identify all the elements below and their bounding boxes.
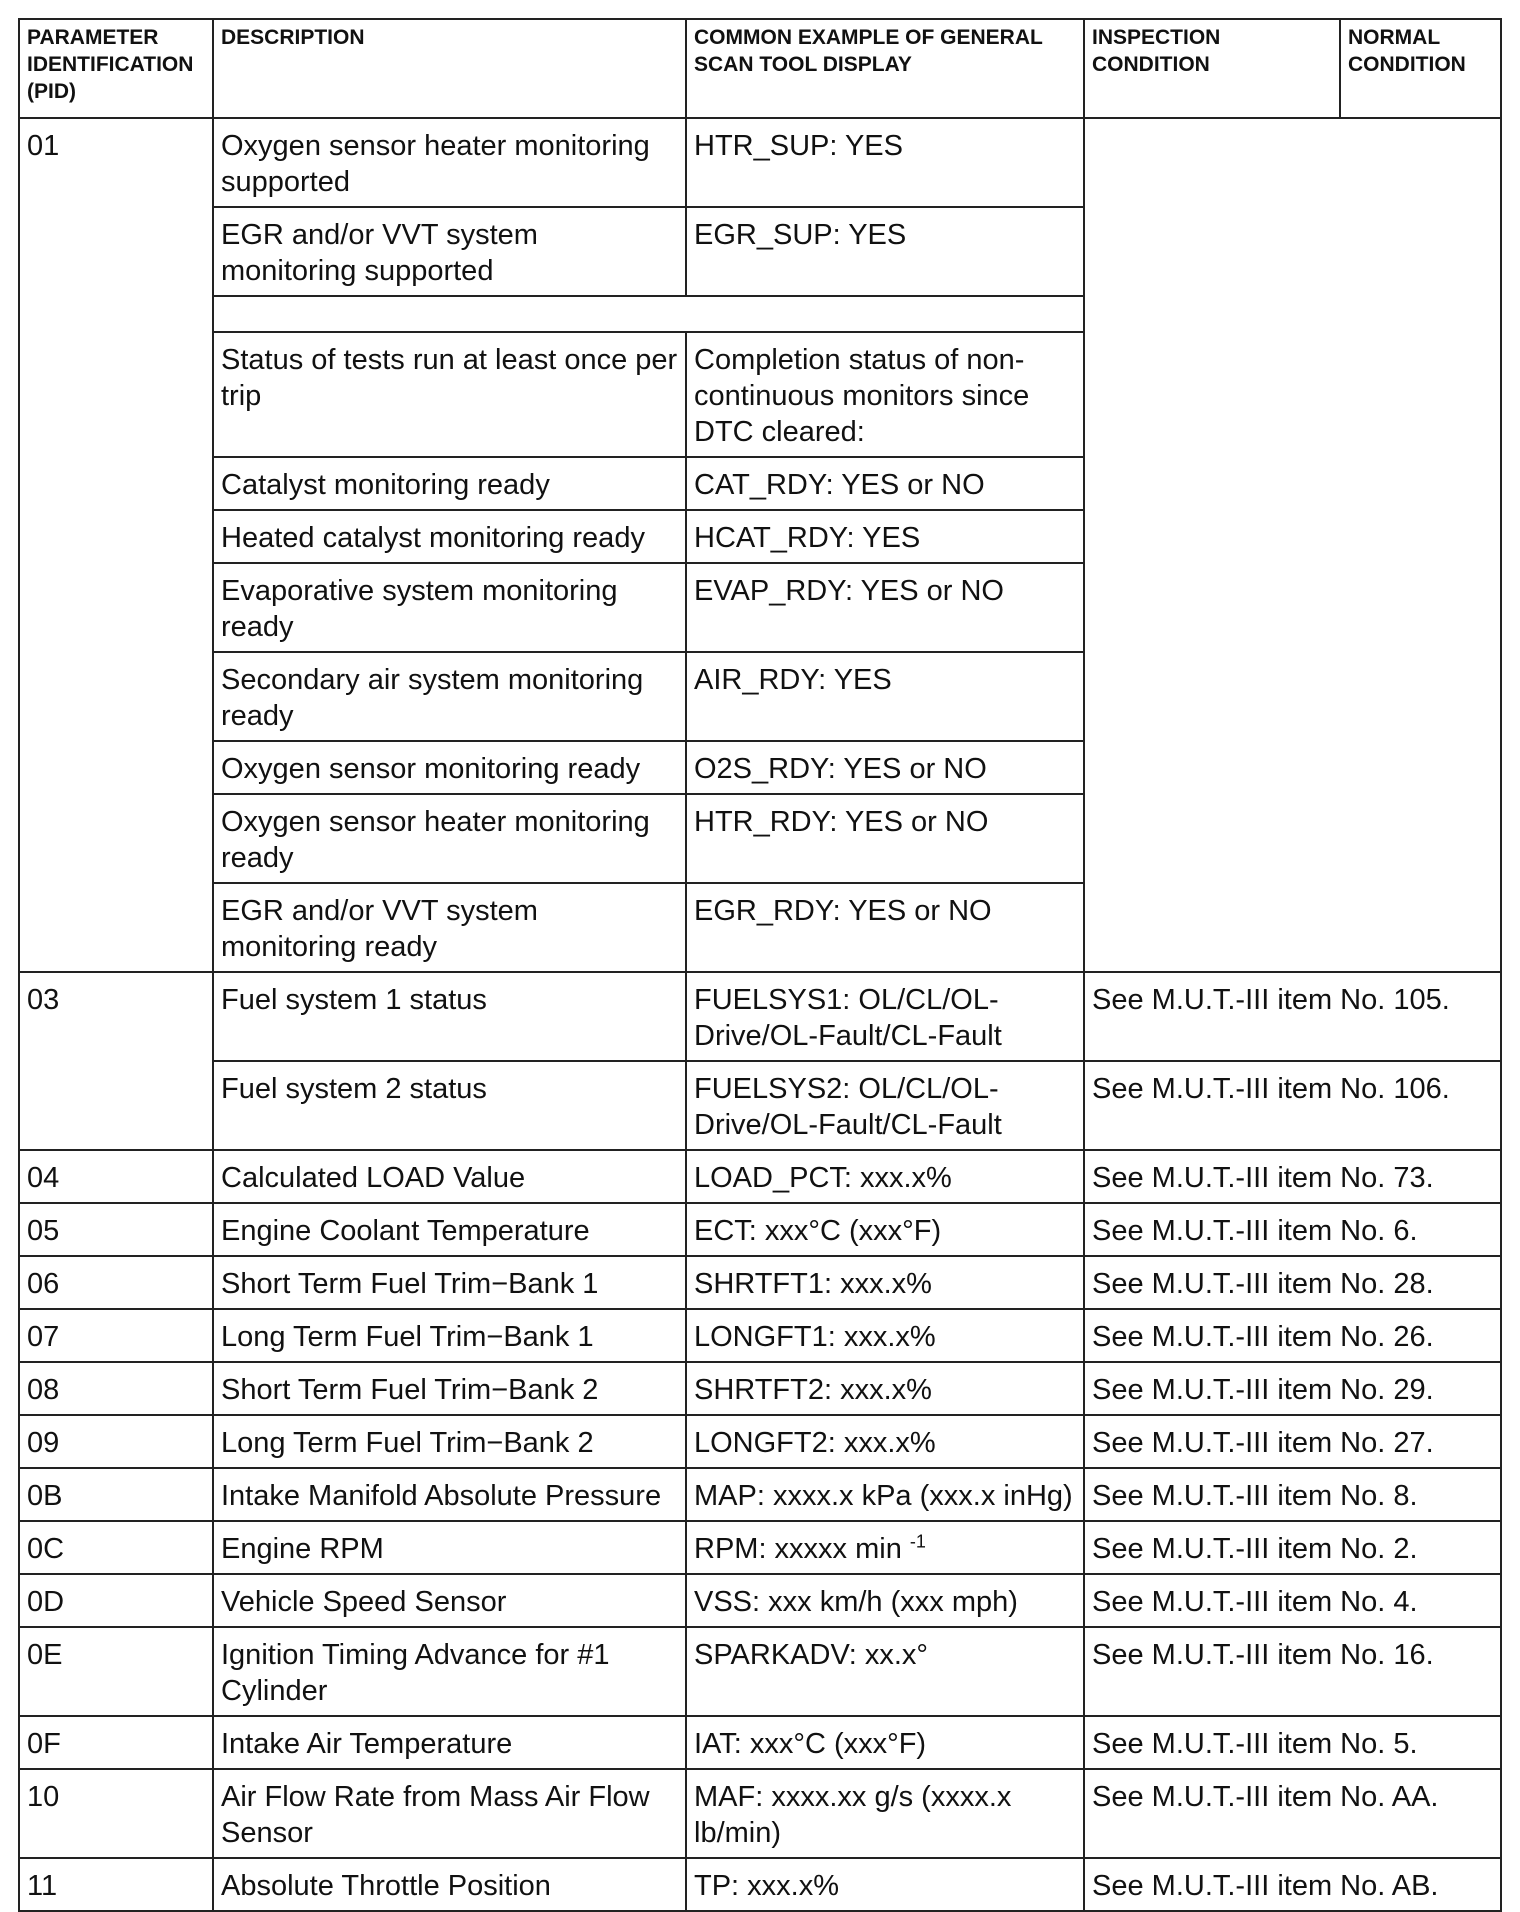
display-cell: O2S_RDY: YES or NO xyxy=(686,741,1084,794)
description-cell: Engine Coolant Temperature xyxy=(213,1203,686,1256)
pid-cell: 10 xyxy=(19,1769,213,1858)
description-cell: Short Term Fuel Trim−Bank 1 xyxy=(213,1256,686,1309)
header-pid: PARAMETER IDENTIFICATION (PID) xyxy=(19,19,213,118)
display-cell: LONGFT1: xxx.x% xyxy=(686,1309,1084,1362)
description-cell: Long Term Fuel Trim−Bank 1 xyxy=(213,1309,686,1362)
display-cell: EVAP_RDY: YES or NO xyxy=(686,563,1084,652)
display-cell: MAP: xxxx.x kPa (xxx.x inHg) xyxy=(686,1468,1084,1521)
description-cell: Heated catalyst monitoring ready xyxy=(213,510,686,563)
pid-cell: 0B xyxy=(19,1468,213,1521)
header-row xyxy=(19,19,1501,118)
display-cell: SHRTFT2: xxx.x% xyxy=(686,1362,1084,1415)
pid-cell: 03 xyxy=(19,972,213,1150)
header-display: COMMON EXAMPLE OF GENERAL SCAN TOOL DISPLAY xyxy=(686,19,1084,118)
table-row xyxy=(19,1309,1501,1362)
condition-cell: See M.U.T.-III item No. 16. xyxy=(1084,1627,1501,1716)
display-cell: EGR_SUP: YES xyxy=(686,207,1084,296)
pid-cell: 0E xyxy=(19,1627,213,1716)
description-cell: Absolute Throttle Position xyxy=(213,1858,686,1911)
description-cell: Engine RPM xyxy=(213,1521,686,1574)
pid-cell: 07 xyxy=(19,1309,213,1362)
condition-cell: See M.U.T.-III item No. 5. xyxy=(1084,1716,1501,1769)
blank-cell xyxy=(213,296,1084,332)
description-cell: Evaporative system monitoring ready xyxy=(213,563,686,652)
display-cell: LOAD_PCT: xxx.x% xyxy=(686,1150,1084,1203)
table-row xyxy=(19,1415,1501,1468)
table-row xyxy=(19,1858,1501,1911)
table-row xyxy=(19,1521,1501,1574)
display-text: RPM: xxxxx min xyxy=(694,1533,902,1565)
header-inspection-condition: INSPECTION CONDITION xyxy=(1084,19,1340,118)
condition-cell: See M.U.T.-III item No. 8. xyxy=(1084,1468,1501,1521)
display-cell: MAF: xxxx.xx g/s (xxxx.x lb/min) xyxy=(686,1769,1084,1858)
description-cell: Short Term Fuel Trim−Bank 2 xyxy=(213,1362,686,1415)
description-cell: Vehicle Speed Sensor xyxy=(213,1574,686,1627)
description-cell: Fuel system 2 status xyxy=(213,1061,686,1150)
condition-cell: See M.U.T.-III item No. 29. xyxy=(1084,1362,1501,1415)
description-cell: EGR and/or VVT system monitoring ready xyxy=(213,883,686,972)
display-cell: HCAT_RDY: YES xyxy=(686,510,1084,563)
display-cell: LONGFT2: xxx.x% xyxy=(686,1415,1084,1468)
description-cell: Fuel system 1 status xyxy=(213,972,686,1061)
table-row xyxy=(19,972,1501,1061)
display-cell: HTR_RDY: YES or NO xyxy=(686,794,1084,883)
description-cell: Ignition Timing Advance for #1 Cylinder xyxy=(213,1627,686,1716)
description-cell: Intake Air Temperature xyxy=(213,1716,686,1769)
pid-cell: 04 xyxy=(19,1150,213,1203)
table-row xyxy=(19,1203,1501,1256)
condition-cell: See M.U.T.-III item No. 28. xyxy=(1084,1256,1501,1309)
table-row xyxy=(19,1574,1501,1627)
table-row xyxy=(19,1627,1501,1716)
condition-cell: See M.U.T.-III item No. 4. xyxy=(1084,1574,1501,1627)
condition-cell: See M.U.T.-III item No. 2. xyxy=(1084,1521,1501,1574)
pid-cell: 0F xyxy=(19,1716,213,1769)
condition-cell: See M.U.T.-III item No. AB. xyxy=(1084,1858,1501,1911)
pid-cell: 08 xyxy=(19,1362,213,1415)
display-superscript: -1 xyxy=(909,1531,926,1552)
pid-cell: 05 xyxy=(19,1203,213,1256)
display-cell: Completion status of non-continuous monitors since DTC cleared: xyxy=(686,332,1084,457)
description-cell: Long Term Fuel Trim−Bank 2 xyxy=(213,1415,686,1468)
description-cell: Oxygen sensor monitoring ready xyxy=(213,741,686,794)
table-row xyxy=(19,1256,1501,1309)
display-cell: CAT_RDY: YES or NO xyxy=(686,457,1084,510)
display-cell: SHRTFT1: xxx.x% xyxy=(686,1256,1084,1309)
description-cell: Air Flow Rate from Mass Air Flow Sensor xyxy=(213,1769,686,1858)
pid-cell: 11 xyxy=(19,1858,213,1911)
table-row xyxy=(19,1468,1501,1521)
table-row xyxy=(19,1061,1501,1150)
display-cell: FUELSYS2: OL/CL/OL-Drive/OL-Fault/CL-Fault xyxy=(686,1061,1084,1150)
table-row xyxy=(19,1362,1501,1415)
condition-cell: See M.U.T.-III item No. 27. xyxy=(1084,1415,1501,1468)
display-cell: AIR_RDY: YES xyxy=(686,652,1084,741)
description-cell: EGR and/or VVT system monitoring supported xyxy=(213,207,686,296)
description-cell: Secondary air system monitoring ready xyxy=(213,652,686,741)
display-cell: FUELSYS1: OL/CL/OL-Drive/OL-Fault/CL-Fault xyxy=(686,972,1084,1061)
description-cell: Oxygen sensor heater monitoring ready xyxy=(213,794,686,883)
header-normal-condition: NORMAL CONDITION xyxy=(1340,19,1501,118)
condition-cell-empty xyxy=(1084,118,1501,972)
display-cell: VSS: xxx km/h (xxx mph) xyxy=(686,1574,1084,1627)
condition-cell: See M.U.T.-III item No. AA. xyxy=(1084,1769,1501,1858)
display-cell xyxy=(686,1521,1084,1574)
table-row xyxy=(19,1150,1501,1203)
pid-cell: 01 xyxy=(19,118,213,972)
header-description: DESCRIPTION xyxy=(213,19,686,118)
table-row xyxy=(19,118,1501,207)
pid-table xyxy=(18,18,1502,1912)
condition-cell: See M.U.T.-III item No. 105. xyxy=(1084,972,1501,1061)
condition-cell: See M.U.T.-III item No. 106. xyxy=(1084,1061,1501,1150)
display-cell: TP: xxx.x% xyxy=(686,1858,1084,1911)
display-cell: EGR_RDY: YES or NO xyxy=(686,883,1084,972)
condition-cell: See M.U.T.-III item No. 6. xyxy=(1084,1203,1501,1256)
display-cell: ECT: xxx°C (xxx°F) xyxy=(686,1203,1084,1256)
pid-cell: 09 xyxy=(19,1415,213,1468)
table-row xyxy=(19,1716,1501,1769)
description-cell: Catalyst monitoring ready xyxy=(213,457,686,510)
pid-cell: 0D xyxy=(19,1574,213,1627)
description-cell: Intake Manifold Absolute Pressure xyxy=(213,1468,686,1521)
pid-cell: 0C xyxy=(19,1521,213,1574)
pid-cell: 06 xyxy=(19,1256,213,1309)
description-cell: Oxygen sensor heater monitoring supported xyxy=(213,118,686,207)
table-row xyxy=(19,1769,1501,1858)
display-cell: IAT: xxx°C (xxx°F) xyxy=(686,1716,1084,1769)
display-cell: SPARKADV: xx.x° xyxy=(686,1627,1084,1716)
condition-cell: See M.U.T.-III item No. 73. xyxy=(1084,1150,1501,1203)
description-cell: Calculated LOAD Value xyxy=(213,1150,686,1203)
display-cell: HTR_SUP: YES xyxy=(686,118,1084,207)
condition-cell: See M.U.T.-III item No. 26. xyxy=(1084,1309,1501,1362)
description-cell: Status of tests run at least once per trip xyxy=(213,332,686,457)
